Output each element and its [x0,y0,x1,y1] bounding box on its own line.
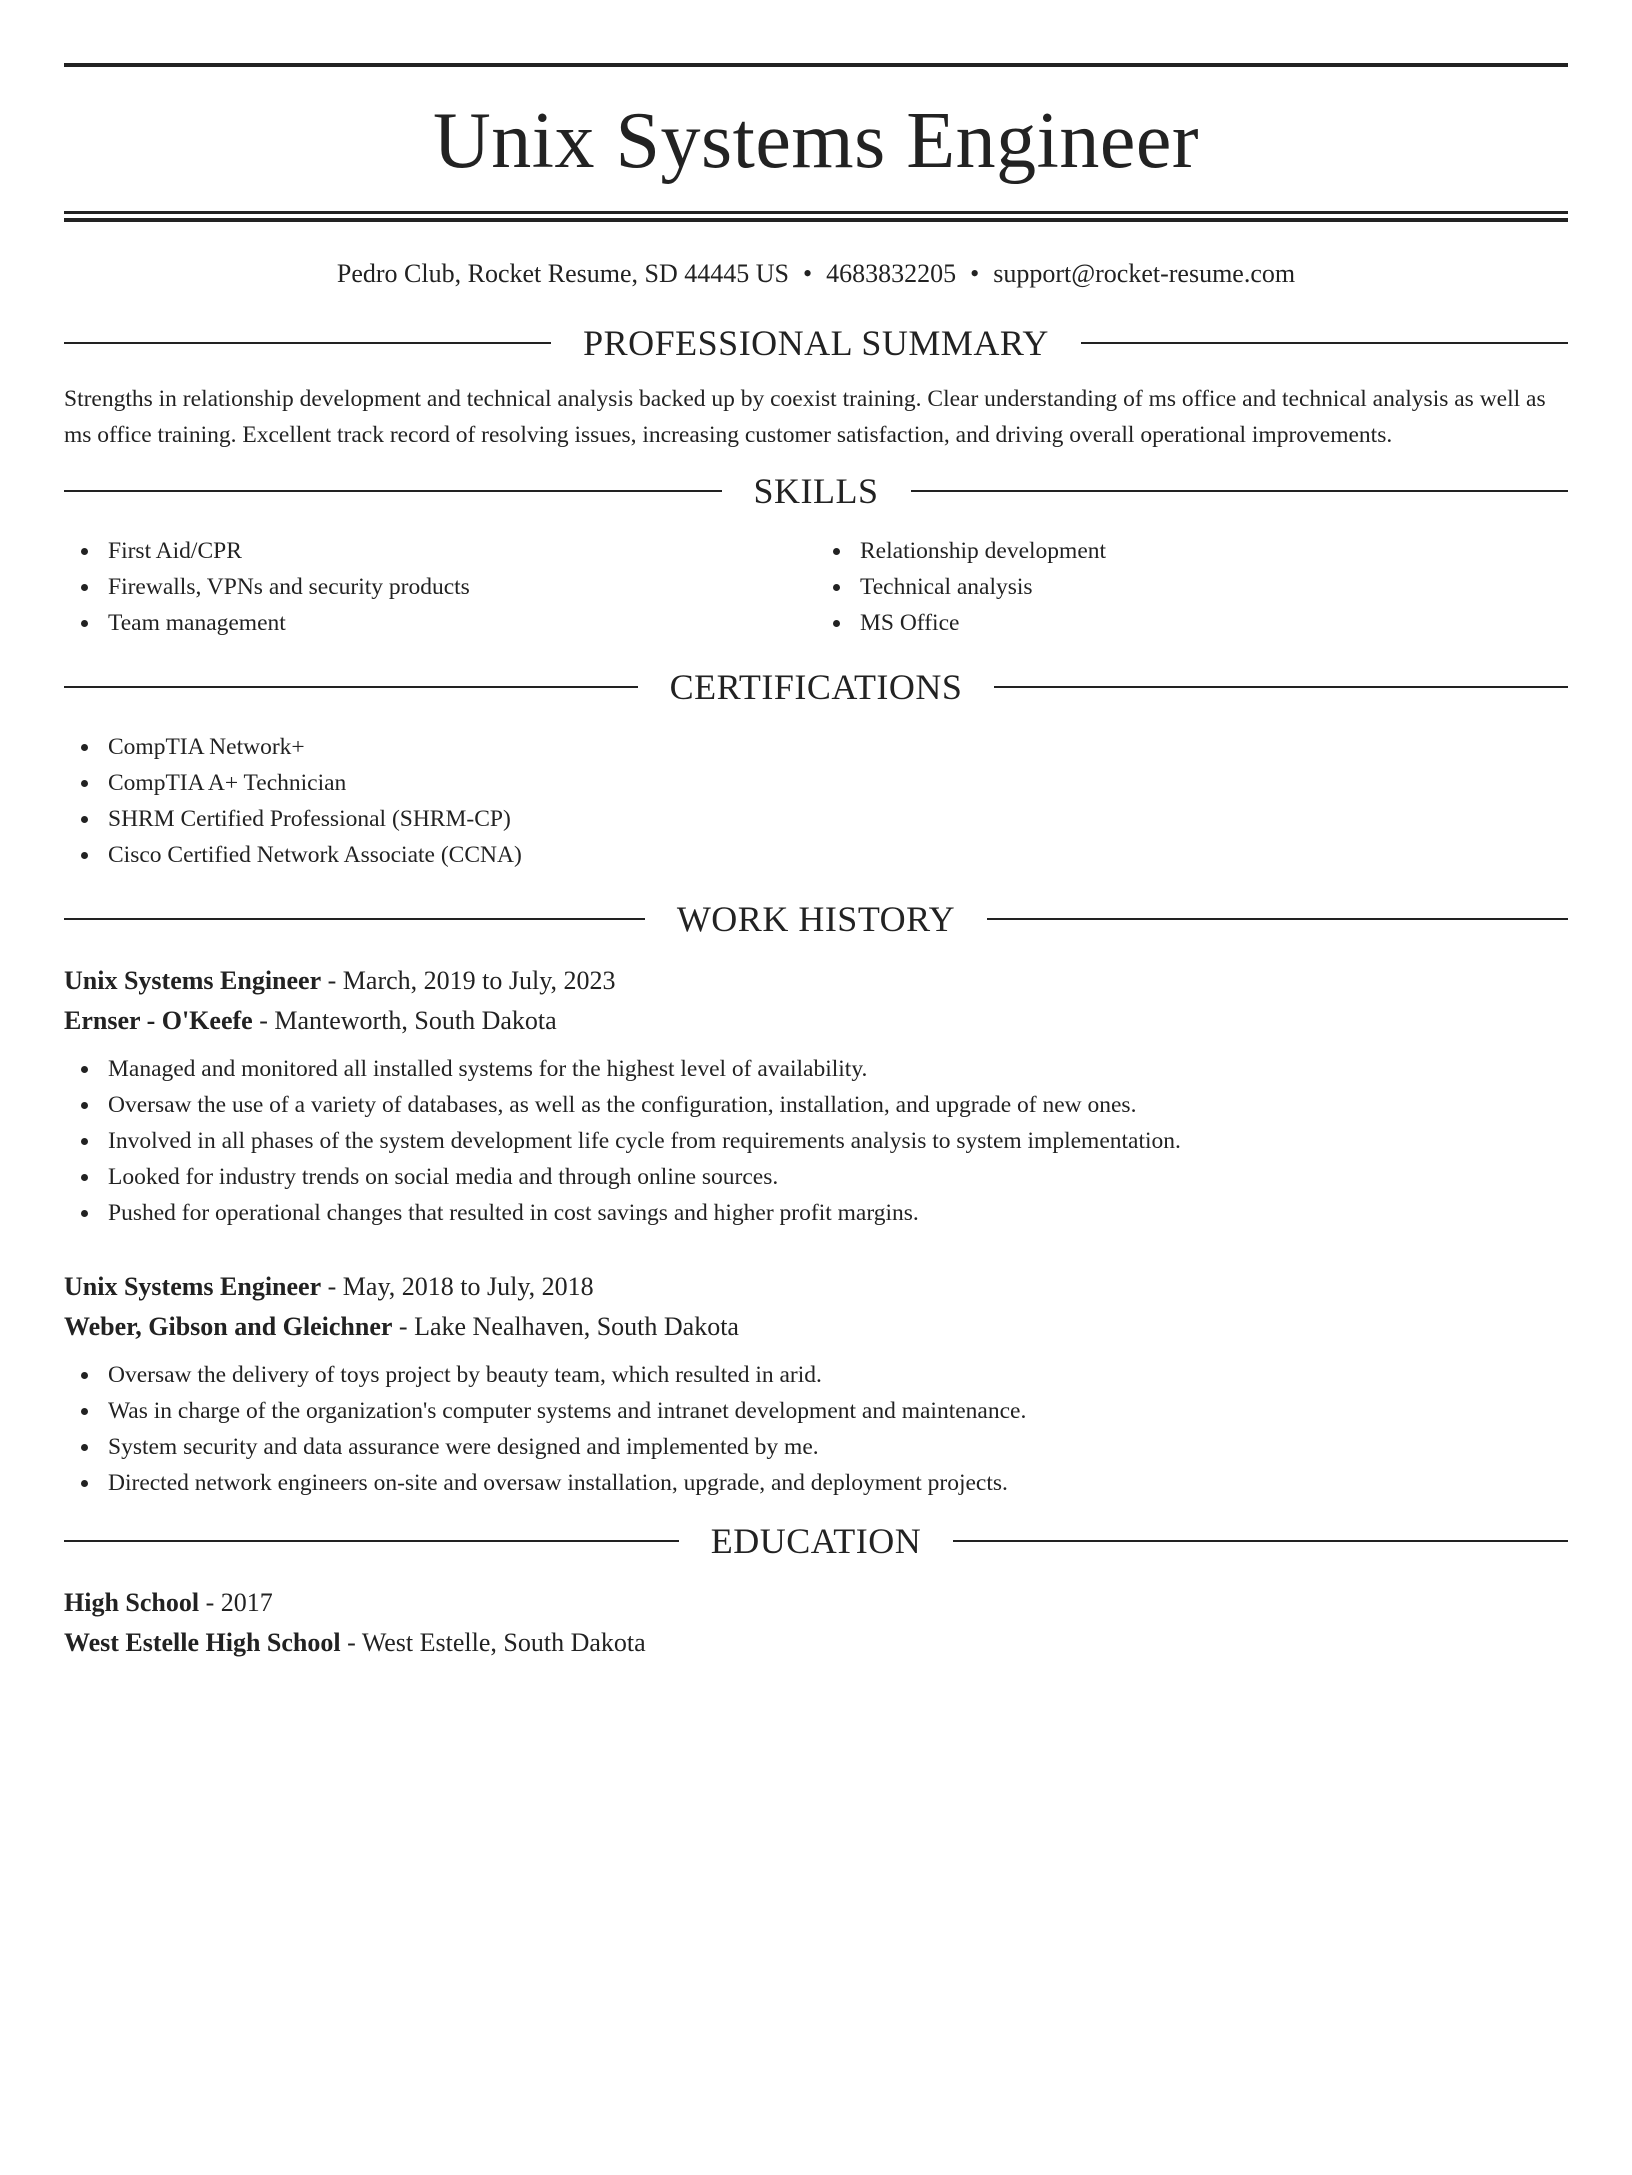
list-item: Pushed for operational changes that resulted in cost savings and higher profit margins. [108,1195,1568,1231]
section-heading-skills [64,471,1568,512]
list-item: Relationship development [860,533,1568,569]
list-item: Firewalls, VPNs and security products [108,569,816,605]
education-school-line [64,1623,1568,1663]
divider-line [953,1540,1568,1542]
job-company-line [64,1307,1568,1347]
section-heading-education [64,1521,1568,1562]
summary-text: Strengths in relationship development and technical analysis backed up by coexist training. Clear understanding of ms office and technical analysis as well as ms office training. Excellent track record of resolving issues, increasing customer satisfaction, and driving overall operational improvements. [64,386,1546,449]
section-title: CERTIFICATIONS [669,667,963,708]
resume-page [0,63,1632,2175]
bullet-separator: • [970,259,980,288]
job-bullets [64,1357,1568,1501]
title-double-rule [64,211,1568,222]
contact-address: Pedro Club, Rocket Resume, SD 44445 US [336,259,789,288]
list-item: System security and data assurance were designed and implemented by me. [108,1429,1568,1465]
divider-line [987,918,1568,920]
list-item: Oversaw the use of a variety of databases, as well as the configuration, installation, and upgrade of new ones. [108,1087,1568,1123]
list-item: Cisco Certified Network Associate (CCNA) [108,837,1568,873]
section-title: PROFESSIONAL SUMMARY [583,323,1049,364]
job-location: - Lake Nealhaven, South Dakota [392,1312,739,1342]
top-rule [64,63,1568,67]
certifications-list [64,729,1568,873]
contact-email[interactable]: support@rocket-resume.com [993,259,1296,288]
section-title: EDUCATION [710,1521,922,1562]
section-title: WORK HISTORY [676,899,956,940]
list-item: First Aid/CPR [108,533,816,569]
job-bullets [64,1051,1568,1231]
skills-columns [64,533,1568,641]
job-location: - Manteworth, South Dakota [252,1006,557,1036]
contact-phone: 4683832205 [826,259,957,288]
resume-title: Unix Systems Engineer [433,97,1199,185]
section-heading-work-history [64,899,1568,940]
job-title-line [64,961,1568,1001]
list-item: MS Office [860,605,1568,641]
job-title: Unix Systems Engineer [64,1272,322,1302]
education-location: - West Estelle, South Dakota [340,1628,646,1658]
job-title-line [64,1267,1568,1307]
job-title: Unix Systems Engineer [64,966,322,996]
job-dates: - May, 2018 to July, 2018 [321,1272,594,1302]
education-degree: High School [64,1588,200,1618]
education-school: West Estelle High School [64,1628,341,1658]
job-company: Ernser - O'Keefe [64,1006,253,1036]
bullet-separator: • [802,259,813,288]
divider-line [64,490,722,492]
contact-line [64,258,1568,289]
education-year: - 2017 [199,1588,273,1618]
list-item: Managed and monitored all installed systems for the highest level of availability. [108,1051,1568,1087]
list-item: Looked for industry trends on social media and through online sources. [108,1159,1568,1195]
section-title: SKILLS [753,471,879,512]
list-item: SHRM Certified Professional (SHRM-CP) [108,801,1568,837]
section-heading-summary [64,323,1568,364]
education-entry [64,1583,1568,1663]
skills-list-left [64,533,816,641]
divider-line [1081,342,1568,344]
list-item: Team management [108,605,816,641]
job-entry [64,961,1568,1231]
job-company: Weber, Gibson and Gleichner [64,1312,393,1342]
job-entry [64,1267,1568,1501]
list-item: Directed network engineers on-site and oversaw installation, upgrade, and deployment projects. [108,1465,1568,1501]
skills-list-right [816,533,1568,641]
job-company-line [64,1001,1568,1041]
divider-line [64,342,551,344]
divider-line [64,1540,679,1542]
list-item: CompTIA Network+ [108,729,1568,765]
list-item: Was in charge of the organization's computer systems and intranet development and maintenance. [108,1393,1568,1429]
list-item: Involved in all phases of the system development life cycle from requirements analysis to system implementation. [108,1123,1568,1159]
job-dates: - March, 2019 to July, 2023 [321,966,616,996]
divider-line [64,686,638,688]
list-item: Technical analysis [860,569,1568,605]
list-item: Oversaw the delivery of toys project by beauty team, which resulted in arid. [108,1357,1568,1393]
divider-line [994,686,1568,688]
divider-line [64,918,645,920]
list-item: CompTIA A+ Technician [108,765,1568,801]
section-heading-certifications [64,667,1568,708]
divider-line [911,490,1569,492]
education-degree-line [64,1583,1568,1623]
